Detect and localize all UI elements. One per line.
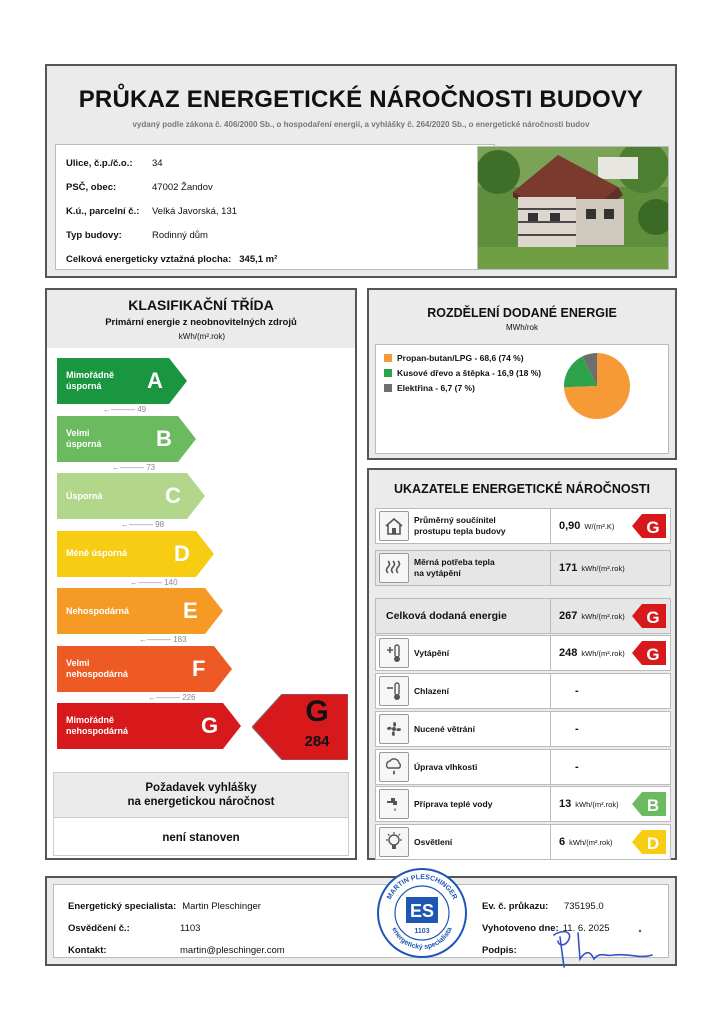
indicator-class-badge-u-value <box>632 514 666 538</box>
requirement-header <box>53 772 349 818</box>
type-label: Typ budovy: <box>66 229 122 241</box>
cert-value: 1103 <box>180 923 201 934</box>
classification-title: KLASIFIKAČNÍ TŘÍDA <box>128 297 274 313</box>
header-panel <box>45 64 677 278</box>
class-bar-label-a: Mimořádně úsporná <box>66 370 115 391</box>
indicator-value-cell-humidity <box>550 750 672 784</box>
specialist-label: Energetický specialista: <box>68 901 177 912</box>
page-title: PRŮKAZ ENERGETICKÉ NÁROČNOSTI BUDOVY <box>78 86 644 113</box>
signature-image <box>544 925 664 969</box>
ev-label: Ev. č. průkazu: <box>482 901 549 912</box>
class-bar-letter-c: C <box>165 483 181 508</box>
indicator-value-cooling: - <box>575 685 579 697</box>
street-value: 34 <box>152 157 163 169</box>
issued-value: 11. 6. 2025 <box>562 923 610 934</box>
page-subtitle: vydaný podle zákona č. 406/2000 Sb., o hospodaření energií, a vyhlášky č. 264/2020 Sb., o energetické náročnosti budov <box>132 120 590 129</box>
class-bar-letter-g: G <box>201 713 219 738</box>
psc-label: PSČ, obec: <box>66 181 117 193</box>
indicator-row-u-value <box>375 508 671 544</box>
classification-subtitle: Primární energie z neobnovitelných zdrojů <box>105 317 297 328</box>
house-photo-illustration <box>478 147 668 269</box>
area-value: 345,1 m² <box>239 253 278 265</box>
stamp-number: 1103 <box>414 928 430 935</box>
indicator-row-lighting <box>375 824 671 860</box>
class-bar-label-d: Méně úsporná <box>66 548 128 558</box>
indicator-class-letter-u-value: G <box>646 518 660 537</box>
stamp-bottom-text: energetický specialista <box>390 926 454 952</box>
class-bar-letter-f: F <box>192 655 206 681</box>
building-photo <box>477 146 669 270</box>
indicator-class-badge-hot-water <box>632 792 666 816</box>
indicator-row-hot-water <box>375 786 671 822</box>
footer-content <box>53 873 669 958</box>
specialist-stamp <box>376 867 468 959</box>
bulb-icon <box>379 827 409 857</box>
indicator-label-lighting: Osvětlení <box>414 836 453 847</box>
indicator-row-ventilation <box>375 711 671 747</box>
indicator-unit-heating-need: kWh/(m².rok) <box>581 563 625 573</box>
stamp-top-text: MARTIN PLESCHINGER <box>386 873 458 901</box>
class-bar-letter-b: B <box>156 425 172 451</box>
indicator-row-total-energy <box>375 598 671 634</box>
indicator-label-u-value: Průměrný součinitel prostupu tepla budovy <box>414 515 506 536</box>
class-bar-a <box>57 358 187 404</box>
indicator-value-u-value: 0,90 <box>559 520 581 532</box>
indicator-label-heating-need: Měrná potřeba tepla na vytápění <box>414 557 495 578</box>
distribution-unit: MWh/rok <box>506 323 538 332</box>
thermometer-minus-icon <box>379 676 409 706</box>
indicator-unit-hot-water: kWh/(m².rok) <box>575 799 619 809</box>
type-row <box>66 223 484 247</box>
indicator-value-hot-water: 13 <box>559 798 572 810</box>
street-row <box>66 151 484 175</box>
legend-item-wood <box>384 368 541 378</box>
specialist-row <box>68 901 261 912</box>
building-info <box>55 144 495 270</box>
class-threshold-d: ←——— 140 <box>130 577 178 587</box>
contact-value: martin@pleschinger.com <box>180 945 285 956</box>
result-class-value: 284 <box>304 733 330 750</box>
indicator-value-heating: 248 <box>559 647 578 659</box>
indicator-value-cell-heating-need <box>550 551 672 585</box>
indicator-label-humidity: Úprava vlhkosti <box>414 761 478 772</box>
indicator-label-total-energy: Celková dodaná energie <box>386 609 507 622</box>
cloud-drop-icon <box>379 752 409 782</box>
type-value: Rodinný dům <box>152 229 208 241</box>
class-bar-b <box>57 416 196 462</box>
indicator-row-humidity <box>375 749 671 785</box>
class-bar-letter-a: A <box>147 368 163 393</box>
class-bar-label-b: Velmi úsporná <box>66 427 102 449</box>
legend-label-electricity: Elektřina - 6,7 (7 %) <box>397 383 475 393</box>
class-bar-label-g: Mimořádně nehospodárná <box>66 715 129 736</box>
indicator-unit-heating: kWh/(m².rok) <box>581 648 625 658</box>
stamp-logo-text: ES <box>409 901 435 921</box>
signature-label: Podpis: <box>482 945 517 956</box>
class-bar-letter-e: E <box>183 598 198 623</box>
contact-row <box>68 945 285 956</box>
distribution-panel <box>367 288 677 460</box>
indicator-class-letter-heating: G <box>646 645 660 664</box>
signature-row <box>482 945 517 956</box>
legend-label-lpg: Propan-butan/LPG - 68,6 (74 %) <box>397 353 524 363</box>
class-bar-e <box>57 588 223 634</box>
classification-panel <box>45 288 357 860</box>
indicator-class-badge-heating <box>632 641 666 665</box>
ku-label: K.ú., parcelní č.: <box>66 205 140 217</box>
indicators-title: UKAZATELE ENERGETICKÉ NÁROČNOSTI <box>393 482 651 496</box>
area-label: Celková energeticky vztažná plocha: <box>66 253 232 265</box>
class-bar-label-c: Úsporná <box>66 490 103 501</box>
heat-waves-icon <box>379 553 409 583</box>
result-class-letter: G <box>305 695 329 728</box>
classification-unit: kWh/(m².rok) <box>178 332 225 341</box>
classification-header <box>47 290 355 348</box>
indicator-class-letter-lighting: D <box>646 834 660 853</box>
distribution-content <box>375 344 669 454</box>
ku-value: Velká Javorská, 131 <box>152 205 238 217</box>
indicator-value-cell-ventilation <box>550 712 672 746</box>
indicator-class-letter-hot-water: B <box>646 796 660 815</box>
legend-swatch-lpg <box>384 354 392 362</box>
indicator-value-ventilation: - <box>575 723 579 735</box>
psc-row <box>66 175 484 199</box>
class-threshold-e: ←——— 183 <box>139 635 187 644</box>
indicator-value-cell-cooling <box>550 674 672 708</box>
contact-label: Kontakt: <box>68 945 107 956</box>
thermometer-plus-icon <box>379 638 409 668</box>
cert-label: Osvědčení č.: <box>68 923 130 934</box>
class-bar-c <box>57 473 205 519</box>
indicator-row-cooling <box>375 673 671 709</box>
issued-label: Vyhotoveno dne: <box>482 923 559 934</box>
legend-item-lpg <box>384 353 524 363</box>
indicator-value-total-energy: 267 <box>559 610 578 622</box>
indicators-panel <box>367 468 677 860</box>
requirement-title-line2: na energetickou náročnost <box>127 796 275 808</box>
indicator-label-cooling: Chlazení <box>414 685 449 696</box>
class-bar-label-f: Velmi nehospodárná <box>66 657 129 679</box>
ku-row <box>66 199 484 223</box>
distribution-pie-chart <box>562 351 632 421</box>
class-bar-label-e: Nehospodárná <box>66 605 130 616</box>
requirement-title-line1: Požadavek vyhlášky <box>145 782 257 794</box>
indicator-class-badge-total-energy <box>632 604 666 628</box>
class-bar-f <box>57 646 232 692</box>
fan-icon <box>379 714 409 744</box>
indicator-class-letter-total-energy: G <box>646 608 660 627</box>
ev-row <box>482 901 604 912</box>
house-icon <box>379 511 409 541</box>
class-threshold-b: ←——— 73 <box>112 462 156 472</box>
class-threshold-c: ←——— 98 <box>121 520 165 529</box>
indicator-unit-lighting: kWh/(m².rok) <box>569 837 613 847</box>
indicator-value-lighting: 6 <box>559 836 566 848</box>
ev-value: 735195.0 <box>564 901 604 912</box>
indicator-unit-u-value: W/(m².K) <box>584 521 615 531</box>
class-bar-letter-d: D <box>174 540 190 566</box>
requirement-value: není stanoven <box>53 818 349 856</box>
legend-item-electricity <box>384 383 475 393</box>
indicator-label-ventilation: Nucené větrání <box>414 723 475 734</box>
indicator-row-heating-need <box>375 550 671 586</box>
street-label: Ulice, č.p./č.o.: <box>66 157 133 169</box>
class-bar-d <box>57 531 214 577</box>
area-row <box>66 247 484 271</box>
legend-label-wood: Kusové dřevo a štěpka - 16,9 (18 %) <box>397 368 542 378</box>
specialist-value: Martin Pleschinger <box>182 901 261 912</box>
footer-panel <box>45 873 677 966</box>
indicator-row-heating <box>375 635 671 671</box>
indicator-unit-total-energy: kWh/(m².rok) <box>581 611 625 621</box>
class-threshold-f: ←——— 226 <box>148 692 196 702</box>
legend-swatch-wood <box>384 369 392 377</box>
class-threshold-a: ←——— 49 <box>103 405 147 414</box>
indicator-label-hot-water: Příprava teplé vody <box>414 798 493 809</box>
indicator-value-humidity: - <box>575 761 579 773</box>
distribution-title: ROZDĚLENÍ DODANÉ ENERGIE <box>427 306 617 320</box>
indicator-label-heating: Vytápění <box>414 647 450 658</box>
faucet-icon <box>379 789 409 819</box>
class-bar-g <box>57 703 241 749</box>
psc-value: 47002 Žandov <box>152 181 213 193</box>
indicator-value-heating-need: 171 <box>559 562 578 574</box>
legend-swatch-electricity <box>384 384 392 392</box>
indicator-class-badge-lighting <box>632 830 666 854</box>
cert-row <box>68 923 200 934</box>
